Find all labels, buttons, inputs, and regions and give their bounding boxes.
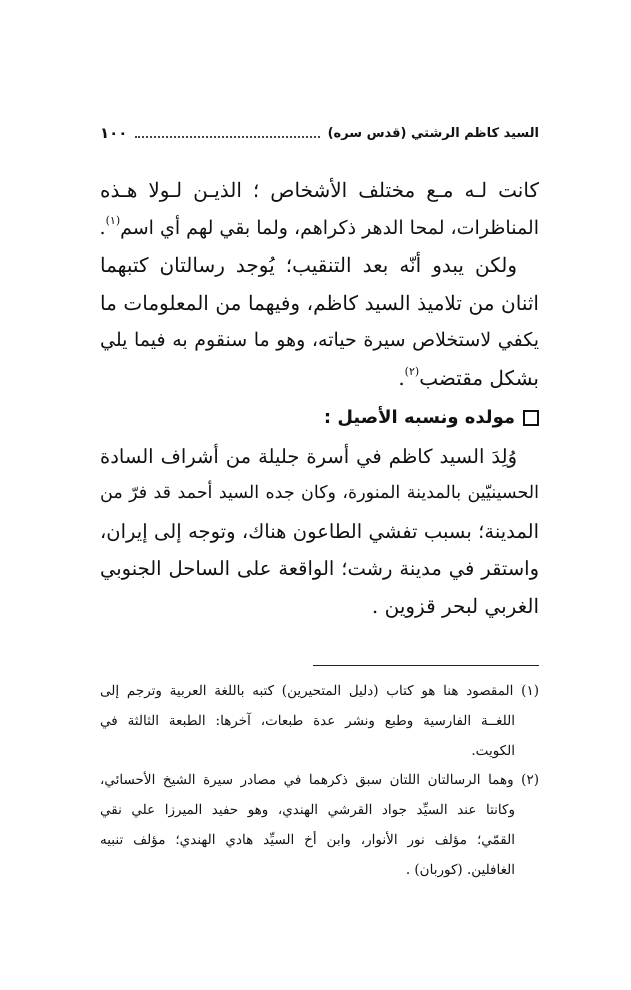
paragraph-3-line-4: واستقر في مدينة رشت؛ الواقعة على الساحل الجنوبي (100, 557, 539, 581)
section-heading-text: مولده ونسبه الأصيل : (323, 406, 515, 428)
footnote-2-number: (٢) (521, 772, 539, 789)
footnote-2-line-4: الغافلين. (كوربان) . (405, 861, 515, 878)
footnote-marker-1[interactable]: (١) (105, 214, 121, 228)
paragraph-1-line-1: كانت لـه مـع مختلف الأشخاص ؛ الذيـن لـولا هـذه (100, 178, 539, 202)
paragraph-1-period: . (99, 216, 106, 239)
main-text (100, 172, 539, 626)
paragraph-3-line-2: الحسينيّين بالمدينة المنورة، وكان جده السيد أحمد قد فرّ من (100, 483, 539, 504)
header-dot-leader (135, 136, 319, 138)
paragraph-2-line-3: يكفي لاستخلاص سيرة حياته، وهو ما سنقوم به فيما يلي (100, 329, 539, 352)
footnote-1-number: (١) (521, 683, 539, 699)
footnote-1-line-1 (100, 677, 539, 707)
paragraph-1-line-2 (100, 210, 539, 248)
paragraph-3-line-5: الغربي لبحر قزوين . (371, 593, 539, 618)
footnote-2-line-1 (100, 766, 539, 796)
footnote-1-line-3: الكويت. (471, 742, 515, 759)
footnote-2-line-3: القمّي؛ مؤلف نور الأنوار، وابن أخ السيِّد هادي الهندي؛ مؤلف تنبيه (100, 831, 515, 848)
paragraph-2-line-4-text: بشكل مقتضب (419, 365, 539, 390)
footnote-marker-2[interactable]: (٢) (404, 365, 420, 379)
paragraph-3-line-3: المدينة؛ بسبب تفشي الطاعون هناك، وتوجه إلى إيران، (100, 519, 539, 543)
paragraph-2-line-4 (100, 360, 539, 398)
square-bullet-icon (523, 410, 539, 426)
paragraph-2-line-1: ولكن يبدو أنّه بعد التنقيب؛ يُوجد رسالتان كتبهما (100, 253, 517, 278)
footnote-2-text-1: وهما الرسالتان اللتان سبق ذكرهما في مصادر سيرة الشيخ الأحسائي، (100, 772, 514, 789)
paragraph-2-line-2: اثنان من تلاميذ السيد كاظم، وفيهما من المعلومات ما (100, 290, 539, 315)
running-title: السيد كاظم الرشتي (قدس سره) (327, 125, 539, 141)
footnote-separator (313, 665, 539, 666)
footnotes (100, 677, 539, 886)
section-heading (100, 398, 539, 438)
paragraph-1-line-2-text: المناظرات، لمحا الدهر ذكراهم، ولما بقي لهم أي اسم (120, 216, 539, 239)
footnote-1-text-1: المقصود هنا هو كتاب (دليل المتحيرين) كتبه باللغة العربية وترجم إلى (100, 683, 514, 699)
paragraph-3-line-1: وُلِدَ السيد كاظم في أسرة جليلة من أشراف السادة (100, 444, 517, 468)
page-number: ١٠٠ (100, 124, 128, 142)
footnote-1-line-2: اللغــة الفارسية وطبع ونشر عدة طبعات، آخرها: الطبعة الثالثة في (100, 712, 515, 729)
paragraph-2-period: . (398, 365, 405, 390)
footnote-2-line-2: وكانتا عند السيِّد جواد القرشي الهندي، وهو حفيد الميرزا علي نقي (100, 802, 515, 819)
running-header (100, 120, 539, 146)
